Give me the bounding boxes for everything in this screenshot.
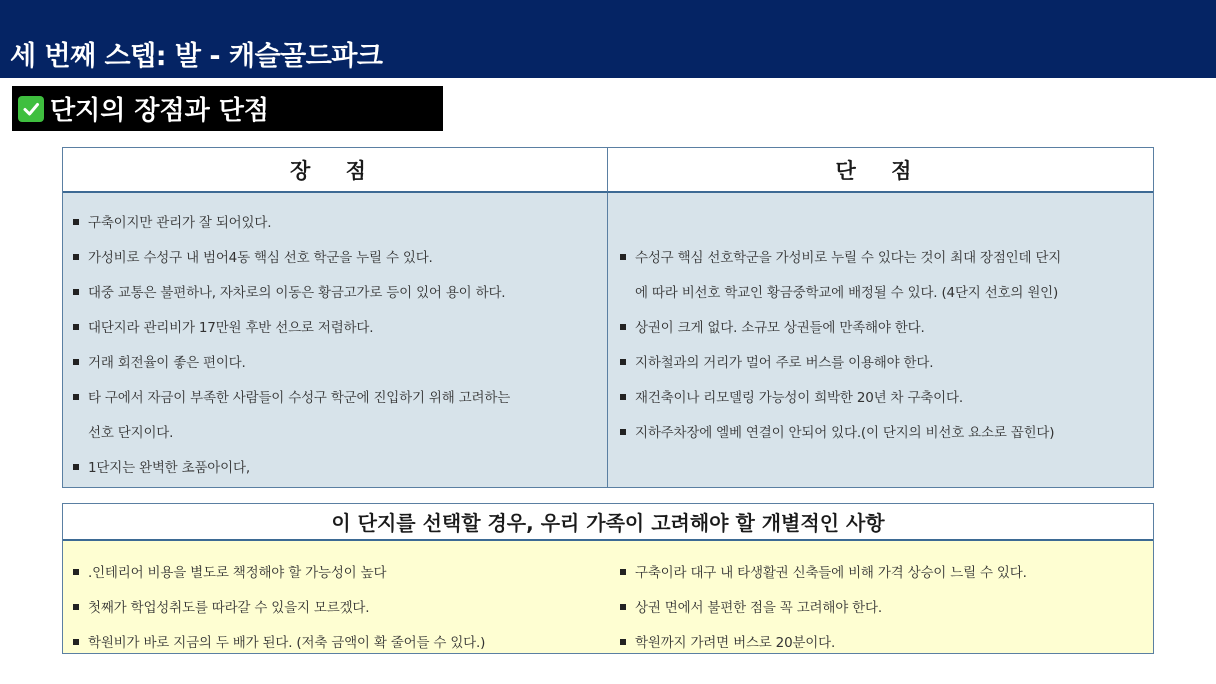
cons-item: 지하철과의 거리가 멀어 주로 버스를 이용해야 한다. [620, 351, 933, 371]
considerations-body [63, 541, 1153, 653]
consideration-item: 상권 면에서 불편한 점을 꼭 고려해야 한다. [620, 596, 882, 616]
pros-cons-table [62, 147, 1154, 488]
section-label-text: 단지의 장점과 단점 [50, 96, 270, 126]
cons-item: 지하주차장에 엘베 연결이 안되어 있다.(이 단지의 비선호 요소로 꼽힌다) [620, 421, 1054, 441]
consideration-item: .인테리어 비용을 별도로 책정해야 할 가능성이 높다 [73, 561, 386, 581]
section-label [12, 86, 443, 131]
considerations-table [62, 503, 1154, 654]
consideration-item: 첫째가 학업성취도를 따라갈 수 있을지 모르겠다. [73, 596, 369, 616]
pros-item: 구축이지만 관리가 잘 되어있다. [73, 211, 271, 231]
cons-item: 상권이 크게 없다. 소규모 상권들에 만족해야 한다. [620, 316, 925, 336]
cons-item-continued: 에 따라 비선호 학교인 황금중학교에 배정될 수 있다. (4단지 선호의 원인) [635, 285, 1059, 301]
check-box-icon [18, 96, 44, 122]
pros-column [63, 193, 608, 487]
pros-header: 장 점 [63, 148, 608, 193]
pros-item: 대단지라 관리비가 17만원 후반 선으로 저렴하다. [73, 316, 373, 336]
consideration-item: 구축이라 대구 내 타생활권 신축들에 비해 가격 상승이 느릴 수 있다. [620, 561, 1027, 581]
pros-item: 1단지는 완벽한 초품아이다, [73, 456, 250, 476]
pros-item-continued: 선호 단지이다. [88, 425, 174, 441]
page-title: 세 번째 스텝: 발 - 캐슬골드파크 [10, 41, 383, 72]
cons-header: 단 점 [608, 148, 1153, 193]
consideration-item: 학원까지 가려면 버스로 20분이다. [620, 631, 835, 651]
cons-item: 재건축이나 리모델링 가능성이 희박한 20년 차 구축이다. [620, 386, 963, 406]
pros-item: 대중 교통은 불편하나, 자차로의 이동은 황금고가로 등이 있어 용이 하다. [73, 281, 505, 301]
consideration-item: 학원비가 바로 지금의 두 배가 된다. (저축 금액이 확 줄어들 수 있다.) [73, 631, 485, 651]
pros-item: 거래 회전율이 좋은 편이다. [73, 351, 246, 371]
cons-item: 수성구 핵심 선호학군을 가성비로 누릴 수 있다는 것이 최대 장점인데 단지 [620, 246, 1061, 266]
cons-column [608, 193, 1153, 487]
title-bar [0, 0, 1216, 78]
considerations-header: 이 단지를 선택할 경우, 우리 가족이 고려해야 할 개별적인 사항 [63, 504, 1153, 541]
pros-item: 타 구에서 자금이 부족한 사람들이 수성구 학군에 진입하기 위해 고려하는 [73, 386, 510, 406]
pros-item: 가성비로 수성구 내 범어4동 핵심 선호 학군을 누릴 수 있다. [73, 246, 433, 266]
